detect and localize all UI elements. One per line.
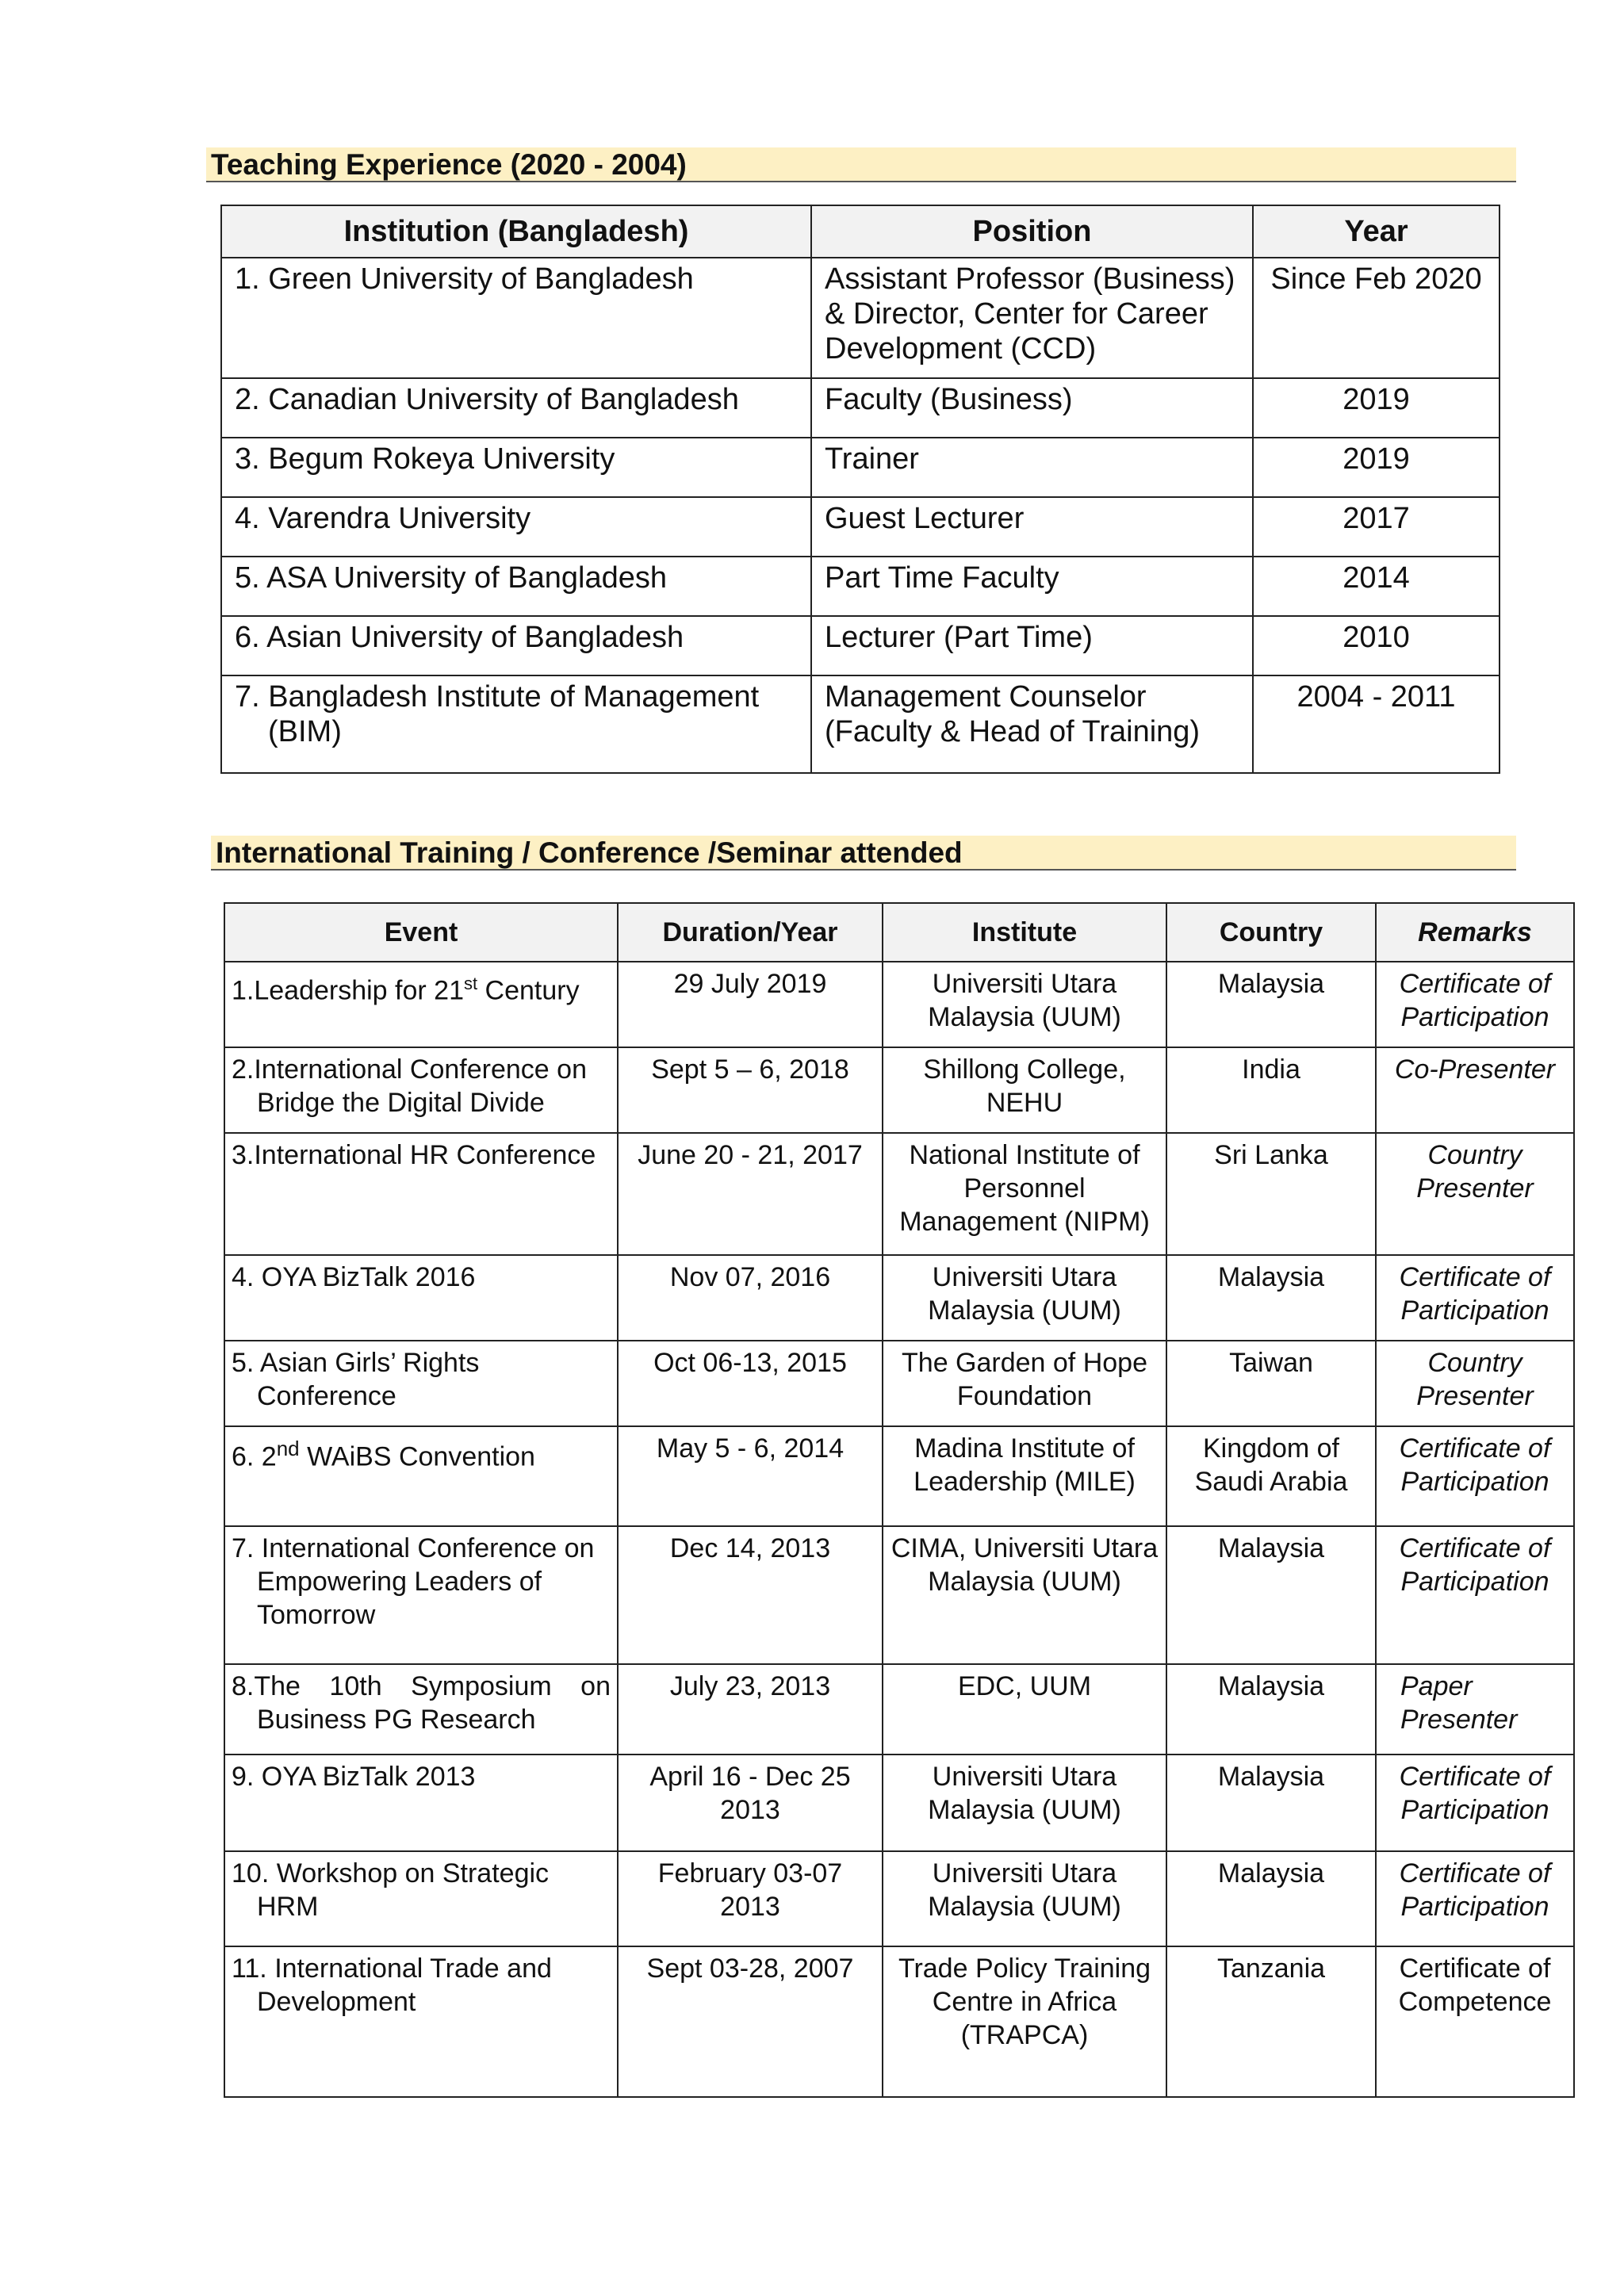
header-institute: Institute [883, 903, 1166, 962]
institute-cell: Universiti Utara Malaysia (UUM) [883, 962, 1166, 1047]
table-row [224, 1426, 1574, 1526]
country-cell: Taiwan [1166, 1341, 1376, 1426]
remarks-cell: Certificate of Participation [1376, 1426, 1574, 1526]
teaching-experience-heading: Teaching Experience (2020 - 2004) [206, 147, 1516, 182]
duration-cell: Dec 14, 2013 [618, 1526, 883, 1664]
event-cell [224, 1755, 618, 1851]
remarks-cell: Co-Presenter [1376, 1047, 1574, 1133]
duration-cell: May 5 - 6, 2014 [618, 1426, 883, 1526]
duration-cell: Sept 5 – 6, 2018 [618, 1047, 883, 1133]
remarks-cell: Certificate of Participation [1376, 1526, 1574, 1664]
header-duration: Duration/Year [618, 903, 883, 962]
country-cell: Malaysia [1166, 962, 1376, 1047]
table-row [224, 1047, 1574, 1133]
event-text: 2.International Conference on Bridge the Digital Divide [232, 1054, 587, 1118]
remarks-cell: Country Presenter [1376, 1133, 1574, 1255]
event-text: 1.Leadership for 21st Century [232, 974, 580, 1006]
country-cell: Malaysia [1166, 1255, 1376, 1341]
country-cell: Kingdom of Saudi Arabia [1166, 1426, 1376, 1526]
event-text: 11. International Trade and Development [232, 1954, 552, 2017]
duration-cell: Oct 06-13, 2015 [618, 1341, 883, 1426]
table-row [224, 1255, 1574, 1341]
institution-text: 1. Green University of Bangladesh [235, 262, 694, 296]
position-cell: Guest Lecturer [811, 497, 1253, 557]
institution-cell [221, 616, 811, 675]
institute-cell: Universiti Utara Malaysia (UUM) [883, 1255, 1166, 1341]
table-row [224, 1133, 1574, 1255]
remarks-cell: Certificate of Competence [1376, 1946, 1574, 2097]
table-row [221, 497, 1500, 557]
country-cell: India [1166, 1047, 1376, 1133]
institute-cell: Universiti Utara Malaysia (UUM) [883, 1851, 1166, 1946]
institute-cell: The Garden of Hope Foundation [883, 1341, 1166, 1426]
table-header-row [221, 205, 1500, 258]
institute-cell: Madina Institute of Leadership (MILE) [883, 1426, 1166, 1526]
year-cell: 2014 [1253, 557, 1500, 616]
event-text: 8.The 10th Symposium on Business PG Research [232, 1671, 611, 1735]
position-cell: Management Counselor (Faculty & Head of Training) [811, 675, 1253, 773]
position-cell: Lecturer (Part Time) [811, 616, 1253, 675]
event-cell [224, 1426, 618, 1526]
remarks-cell: Paper Presenter [1376, 1664, 1574, 1755]
event-cell [224, 1255, 618, 1341]
institution-text: 6. Asian University of Bangladesh [235, 621, 684, 654]
remarks-cell: Certificate of Participation [1376, 1851, 1574, 1946]
event-cell [224, 1133, 618, 1255]
table-row [224, 1851, 1574, 1946]
duration-cell: Sept 03-28, 2007 [618, 1946, 883, 2097]
institution-text: 3. Begum Rokeya University [235, 442, 615, 476]
duration-cell: 29 July 2019 [618, 962, 883, 1047]
institution-text: 5. ASA University of Bangladesh [235, 561, 667, 595]
event-cell [224, 962, 618, 1047]
duration-cell: June 20 - 21, 2017 [618, 1133, 883, 1255]
year-cell: 2019 [1253, 438, 1500, 497]
institution-cell [221, 675, 811, 773]
table-row [221, 438, 1500, 497]
position-cell: Trainer [811, 438, 1253, 497]
header-event: Event [224, 903, 618, 962]
duration-cell: April 16 - Dec 25 2013 [618, 1755, 883, 1851]
institution-text: 7. Bangladesh Institute of Management (BIM) [235, 680, 760, 748]
position-cell: Faculty (Business) [811, 378, 1253, 438]
event-text: 5. Asian Girls’ Rights Conference [232, 1348, 480, 1411]
institution-cell [221, 438, 811, 497]
event-text: 7. International Conference on Empowering Leaders of Tomorrow [232, 1533, 595, 1630]
event-text: 10. Workshop on Strategic HRM [232, 1858, 550, 1922]
table-row [221, 378, 1500, 438]
table-row [224, 962, 1574, 1047]
institution-cell [221, 557, 811, 616]
institution-cell [221, 378, 811, 438]
year-cell: 2010 [1253, 616, 1500, 675]
table-row [224, 1341, 1574, 1426]
event-cell [224, 1851, 618, 1946]
event-text: 6. 2nd WAiBS Convention [232, 1437, 535, 1472]
position-cell: Assistant Professor (Business) & Director, Center for Career Development (CCD) [811, 258, 1253, 378]
institution-cell [221, 497, 811, 557]
event-cell [224, 1341, 618, 1426]
header-country: Country [1166, 903, 1376, 962]
position-cell: Part Time Faculty [811, 557, 1253, 616]
event-text: 4. OYA BizTalk 2016 [232, 1262, 476, 1292]
institute-cell: Trade Policy Training Centre in Africa (TRAPCA) [883, 1946, 1166, 2097]
event-cell [224, 1047, 618, 1133]
header-position: Position [811, 205, 1253, 258]
remarks-cell: Certificate of Participation [1376, 962, 1574, 1047]
country-cell: Malaysia [1166, 1851, 1376, 1946]
duration-cell: Nov 07, 2016 [618, 1255, 883, 1341]
year-cell: 2017 [1253, 497, 1500, 557]
country-cell: Tanzania [1166, 1946, 1376, 2097]
event-text: 3.International HR Conference [232, 1140, 596, 1170]
header-remarks: Remarks [1376, 903, 1574, 962]
year-cell: 2019 [1253, 378, 1500, 438]
table-row [224, 1526, 1574, 1664]
year-cell: Since Feb 2020 [1253, 258, 1500, 378]
international-training-table [224, 902, 1575, 2098]
table-row [224, 1755, 1574, 1851]
table-row [221, 258, 1500, 378]
country-cell: Sri Lanka [1166, 1133, 1376, 1255]
year-cell: 2004 - 2011 [1253, 675, 1500, 773]
country-cell: Malaysia [1166, 1755, 1376, 1851]
country-cell: Malaysia [1166, 1664, 1376, 1755]
table-header-row [224, 903, 1574, 962]
institution-text: 4. Varendra University [235, 502, 531, 535]
teaching-experience-table [220, 205, 1500, 774]
international-training-heading: International Training / Conference /Seminar attended [211, 836, 1516, 871]
institution-cell [221, 258, 811, 378]
institution-text: 2. Canadian University of Bangladesh [235, 383, 739, 416]
table-row [221, 675, 1500, 773]
remarks-cell: Country Presenter [1376, 1341, 1574, 1426]
event-cell [224, 1664, 618, 1755]
institute-cell: CIMA, Universiti Utara Malaysia (UUM) [883, 1526, 1166, 1664]
event-cell [224, 1526, 618, 1664]
remarks-cell: Certificate of Participation [1376, 1255, 1574, 1341]
institute-cell: Shillong College, NEHU [883, 1047, 1166, 1133]
table-row [224, 1664, 1574, 1755]
duration-cell: February 03-07 2013 [618, 1851, 883, 1946]
institute-cell: National Institute of Personnel Management (NIPM) [883, 1133, 1166, 1255]
institute-cell: Universiti Utara Malaysia (UUM) [883, 1755, 1166, 1851]
country-cell: Malaysia [1166, 1526, 1376, 1664]
event-text: 9. OYA BizTalk 2013 [232, 1762, 476, 1792]
table-row [224, 1946, 1574, 2097]
table-row [221, 557, 1500, 616]
duration-cell: July 23, 2013 [618, 1664, 883, 1755]
header-year: Year [1253, 205, 1500, 258]
header-institution: Institution (Bangladesh) [221, 205, 811, 258]
institute-cell: EDC, UUM [883, 1664, 1166, 1755]
table-row [221, 616, 1500, 675]
event-cell [224, 1946, 618, 2097]
remarks-cell: Certificate of Participation [1376, 1755, 1574, 1851]
